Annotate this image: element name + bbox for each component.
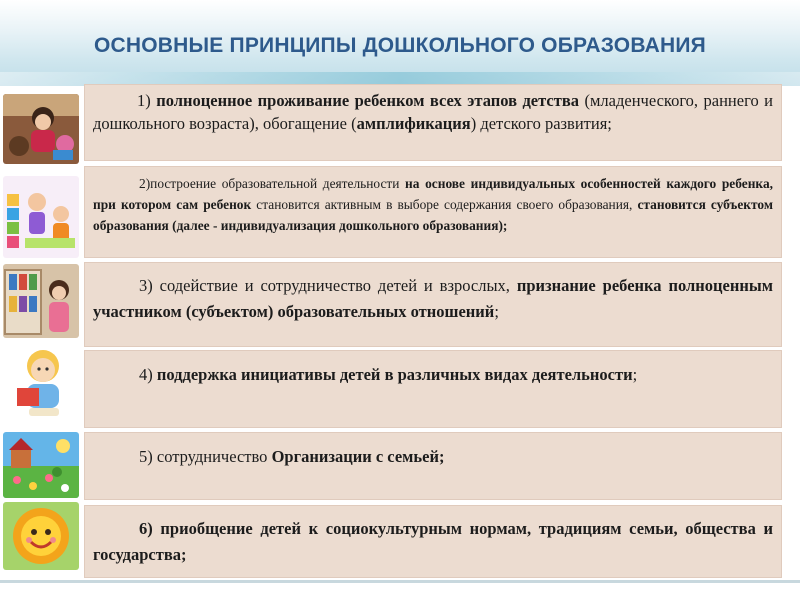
- principle-1-emphasis: полноценное проживание ребенком всех этапов детства: [156, 91, 580, 110]
- child-reading-book-illustration-icon: [3, 344, 79, 422]
- principle-4-number: 4): [139, 365, 157, 384]
- principle-1-text: (младенческого, раннего и дошкольного возраста), обогащение (: [93, 91, 773, 133]
- girl-at-bookshelf-photo-icon: [3, 264, 79, 338]
- principle-3: [84, 262, 782, 347]
- page-title: ОСНОВНЫЕ ПРИНЦИПЫ ДОШКОЛЬНОГО ОБРАЗОВАНИЯ: [94, 34, 706, 57]
- principle-4: [84, 350, 782, 428]
- children-with-blocks-illustration-icon: [3, 176, 79, 258]
- principle-1-text-end: ) детского развития;: [470, 114, 612, 133]
- principle-2-emphasis: на основе индивидуальных особенностей каждого ребенка, при котором сам ребенок: [93, 176, 773, 212]
- principle-3-text-end: ;: [494, 302, 499, 321]
- principle-6-emphasis: 6) приобщение детей к социокультурным нормам, традициям семьи, общества и государства;: [93, 519, 773, 564]
- principle-2-emphasis-end: становится субъектом образования (далее - индивидуализация дошкольного образования);: [93, 197, 773, 233]
- principle-5-text: 5) сотрудничество: [139, 447, 272, 466]
- principle-4-emphasis: поддержка инициативы детей в различных видах деятельности: [156, 365, 633, 384]
- bottom-divider: [0, 580, 800, 583]
- principle-2-text: становится активным в выборе содержания своего образования,: [251, 197, 638, 212]
- principle-2-number: 2)построение образовательной деятельности: [139, 176, 406, 191]
- principle-5-emphasis: Организации с семьей;: [271, 447, 445, 466]
- principle-3-text: 3) содействие и сотрудничество детей и взрослых,: [139, 276, 517, 295]
- child-with-toys-photo-icon: [3, 94, 79, 164]
- principle-4-text-end: ;: [632, 365, 638, 384]
- principle-2: [84, 166, 782, 258]
- flower-meadow-house-illustration-icon: [3, 432, 79, 498]
- principle-1-term: амплификация: [356, 114, 471, 133]
- principle-1: [84, 84, 782, 161]
- principle-1-number: 1): [137, 91, 157, 110]
- smiling-sun-illustration-icon: [3, 502, 79, 570]
- principle-5: [84, 432, 782, 500]
- principle-6: [84, 505, 782, 578]
- principle-3-emphasis: признание ребенка полноценным участником (субъектом) образовательных отношений: [93, 276, 773, 321]
